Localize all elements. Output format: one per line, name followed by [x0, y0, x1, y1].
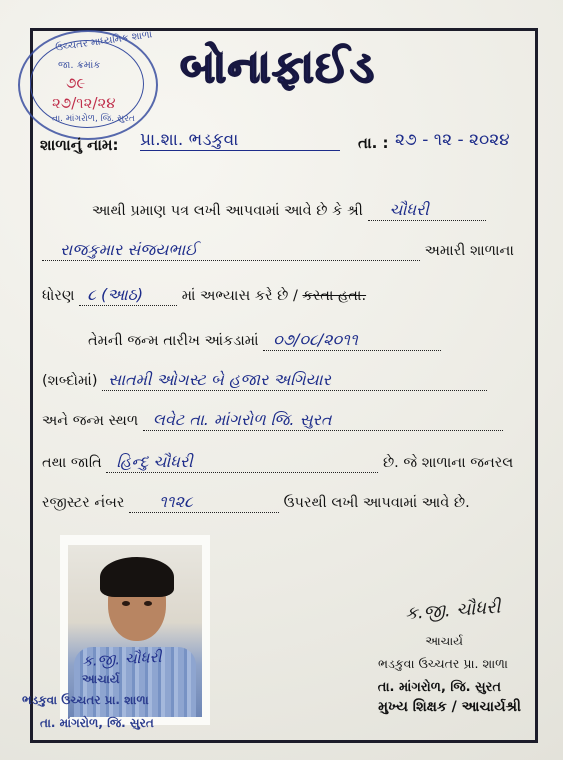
principal-signature: ક.જી. ચૌધરી [404, 596, 502, 625]
signature-school: ભડકુવા ઉચ્ચતર પ્રા. શાળા [377, 656, 508, 671]
line6-text: અને જન્મ સ્થળ [42, 413, 139, 429]
body-line-3 [42, 285, 366, 306]
stamp-line1: જા. ક્રમાંક [58, 60, 101, 71]
certificate-title: બોનાફાઈડ [180, 42, 376, 93]
line1-text: આથી પ્રમાણ પત્ર લખી આપવામાં આવે છે કે શ્રી [92, 203, 363, 219]
line2-value: રાજકુમાર સંજયભાઈ [60, 240, 198, 259]
signature-role: આચાર્ય [425, 634, 463, 648]
line7-suffix: છે. જે શાળાના જનરલ [382, 455, 514, 471]
line4-value: ૦૭/૦૮/૨૦૧૧ [273, 330, 358, 349]
line5-text: (શબ્દોમાં) [42, 373, 98, 389]
stamp-date: ૨૭/૧૨/૨૪ [52, 94, 116, 112]
line8-value: ૧૧૨૮ [158, 492, 193, 511]
stamp-number: ૭૯ [66, 74, 86, 92]
photo-sign: ક.જી. ચૌધરી [81, 647, 163, 671]
date-value: ૨૭ - ૧૨ - ૨૦૨૪ [395, 130, 510, 150]
body-line-1 [92, 200, 486, 221]
photo-hair [100, 557, 174, 597]
line4-text: તેમની જન્મ તારીખ આંકડામાં [88, 333, 259, 349]
photo-eye-right [144, 601, 152, 606]
photo-stamp-school: ભડકુવા ઉચ્ચતર પ્રા. શાળા [22, 693, 149, 707]
signature-designation: મુખ્ય શિક્ષક / આચાર્યશ્રી [378, 699, 521, 715]
school-name-label: શાળાનું નામ: [40, 136, 119, 154]
line6-value: લવેટ તા. માંગરોળ જિ. સુરત [152, 410, 332, 429]
line3-strike: કરતા હતા. [302, 288, 367, 304]
photo-image [68, 545, 202, 717]
line8-field [129, 492, 279, 513]
date-label: તા. : [358, 134, 389, 152]
line8-suffix: ઉપરથી લખી આપવામાં આવે છે. [283, 495, 470, 511]
line7-field [106, 452, 378, 473]
line1-value: ચૌધરી [389, 200, 429, 219]
line3-value: ૮ (આઠ) [87, 285, 144, 304]
line2-text: અમારી શાળાના [424, 243, 514, 259]
line8-text: રજીસ્ટર નંબર [42, 495, 125, 511]
photo-eye-left [122, 601, 130, 606]
line1-field [368, 200, 486, 221]
photo-stamp-role: આચાર્ય [82, 672, 120, 686]
school-name-value: પ્રા.શા. ભડકુવા [140, 130, 239, 150]
body-line-8 [42, 492, 470, 513]
line5-field [102, 370, 487, 391]
line6-field [143, 410, 503, 431]
signature-place: તા. માંગરોળ, જિ. સુરત [377, 680, 501, 695]
body-line-6 [42, 410, 503, 431]
line3-field [79, 285, 177, 306]
photo-stamp-place: તા. માંગરોળ, જિ. સુરત [40, 716, 154, 730]
line2-field [42, 240, 420, 261]
line3-prefix: ધોરણ [42, 288, 75, 304]
body-line-2 [42, 240, 514, 261]
line3-text: માં અભ્યાસ કરે છે / [181, 288, 298, 304]
stamp-bottom-text: તા. માંગરોળ, જિ. સુરત [52, 114, 135, 124]
line7-text: તથા જાતિ [42, 455, 102, 471]
line5-value: સાતમી ઓગસ્ટ બે હજાર અગિયાર [108, 370, 331, 389]
line4-field [263, 330, 441, 351]
body-line-4 [88, 330, 441, 351]
line7-value: હિન્દુ ચૌધરી [116, 452, 193, 471]
school-name-field [140, 130, 340, 151]
stamp-top-text: ઉચ્ચતર માધ્યમિક શાળા [54, 29, 153, 54]
body-line-5 [42, 370, 487, 391]
body-line-7 [42, 452, 513, 473]
